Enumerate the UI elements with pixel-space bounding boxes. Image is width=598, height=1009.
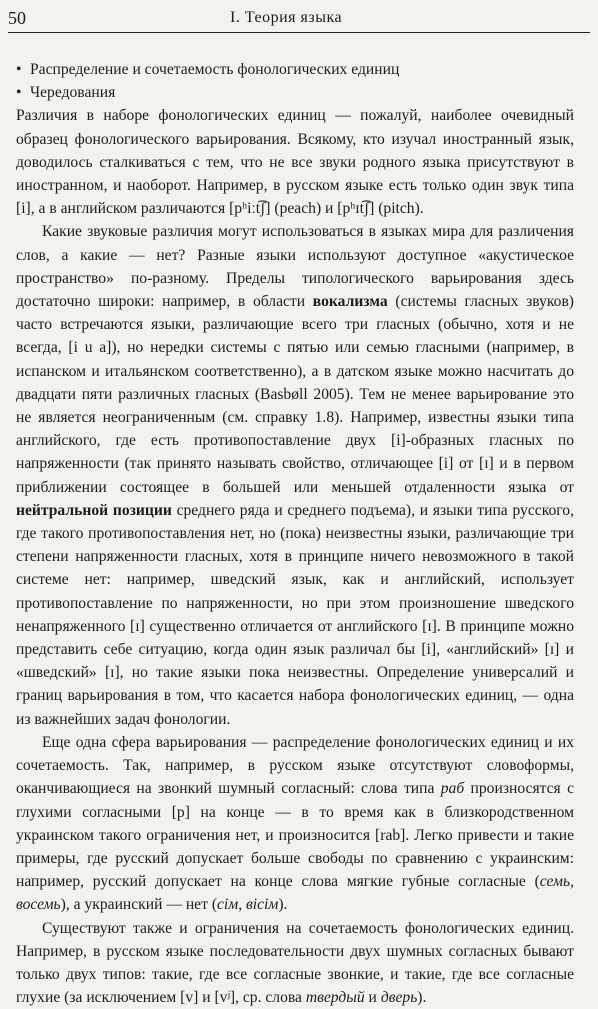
- text-run: ).: [417, 989, 427, 1007]
- bullet-item: • Чередования: [16, 81, 574, 104]
- running-head: I. Теория языка: [230, 9, 343, 26]
- text-run: и: [364, 989, 381, 1007]
- paragraph-1: Различия в наборе фонологических единиц — пожалуй, наиболее очевидный образец фонологического варьирования. Всякому, кто изучал иностранный язык, доводилось сталкиваться с тем, что не все звуки родного языка присутствуют в иностранном, и наоборот. Например, в русском языке есть только один звук типа [i], а в английском различаются [pʰiːt͡ʃ] (peach) и [pʰɪt͡ʃ] (pitch).: [16, 107, 574, 218]
- text-run: Еще одна сфера варьирования — распределение фонологических единиц и их сочетаемость. Так, например, в русском языке отсутствуют словоформы, оканчивающиеся на звонкий шумный согласный: слова типа: [16, 733, 574, 798]
- text-run: ).: [278, 896, 288, 914]
- term-neutral-position: нейтральной позиции: [16, 501, 172, 519]
- text-run: Существуют также и ограничения на сочетаемость фонологических единиц. Например, в русском языке последовательности двух шумных согласных бывают только двух типов: такие, где все согласные звонкие, и такие, где все согласные глухие (за исключением [v] и [vʲ], ср. слова: [16, 919, 574, 1007]
- text-run: среднего ряда и среднего подъема), и языки типа русского, где такого противопоставления нет, но (пока) неизвестны языки, различающие три степени напряженности гласных, хотя в принципе ничего невозможного в такой системе нет: например, шведский язык, как и английский, использует противопоставление по напряженности, но при этом произношение шведского ненапряженного [ɪ] существенно отличается от английского [ɪ]. В принципе можно представить себе ситуацию, когда один язык различал бы [i], «английский» [ɪ] и «шведский» [ɪ], но такие языки пока неизвестны. Определение универсалий и границ варьирования в том, что касается набора фонологических единиц, — одна из важнейших задач фонологии.: [16, 501, 574, 728]
- paragraph-3: [16, 731, 574, 917]
- bullet-item: • Распределение и сочетаемость фонологических единиц: [16, 58, 574, 81]
- paragraph-4: [16, 917, 574, 1009]
- page-header: [8, 6, 590, 32]
- example-word: дверь: [380, 989, 418, 1007]
- main-text: [16, 58, 574, 1009]
- text-run: произносятся с глухими согласными [p] на конце — в то время как в близкородственном украинском такого ограничения нет, и произносится [rab]. Легко привести и такие примеры, где русский допускает больше свободы по сравнению с украинским: например, русский допускает на конце слова мягкие губные согласные (: [16, 780, 574, 891]
- text-run: Какие звуковые различия могут использоваться в языках мира для различения слов, а какие — нет? Разные языки используют доступное «акустическое пространство» по-разному. Пределы типологического варьирования здесь достаточно широки: например, в области: [16, 223, 574, 311]
- page-number: 50: [8, 8, 26, 28]
- example-word: сім, вісім: [217, 896, 279, 914]
- text-run: ), а украинский — нет (: [60, 896, 218, 914]
- example-word: семь, восемь: [16, 873, 574, 914]
- example-word: твердый: [305, 989, 365, 1007]
- header-rule: [8, 32, 590, 33]
- paragraph-2: [16, 220, 574, 730]
- text-run: (системы гласных звуков) часто встречаются языки, различающие всего три гласных (обычно, хотя и не всегда, [i u a]), но нередки системы с пятью или семью гласными (например, в испанском и итальянском соответственно), а в датском языке можно насчитать до двадцати пяти различных гласных (Basbøll 2005). Тем не менее варьирование это не является неограниченным (см. справку 1.8). Например, известны языки типа английского, где есть противопоставление двух [i]-образных гласных по напряженности (так принято называть свойство, отличающее [i] от [ɪ] и в первом приближении состоящее в большей или меньшей отдаленности языка от: [16, 293, 575, 496]
- example-word: раб: [440, 780, 465, 798]
- term-vocalism: вокализма: [312, 293, 388, 311]
